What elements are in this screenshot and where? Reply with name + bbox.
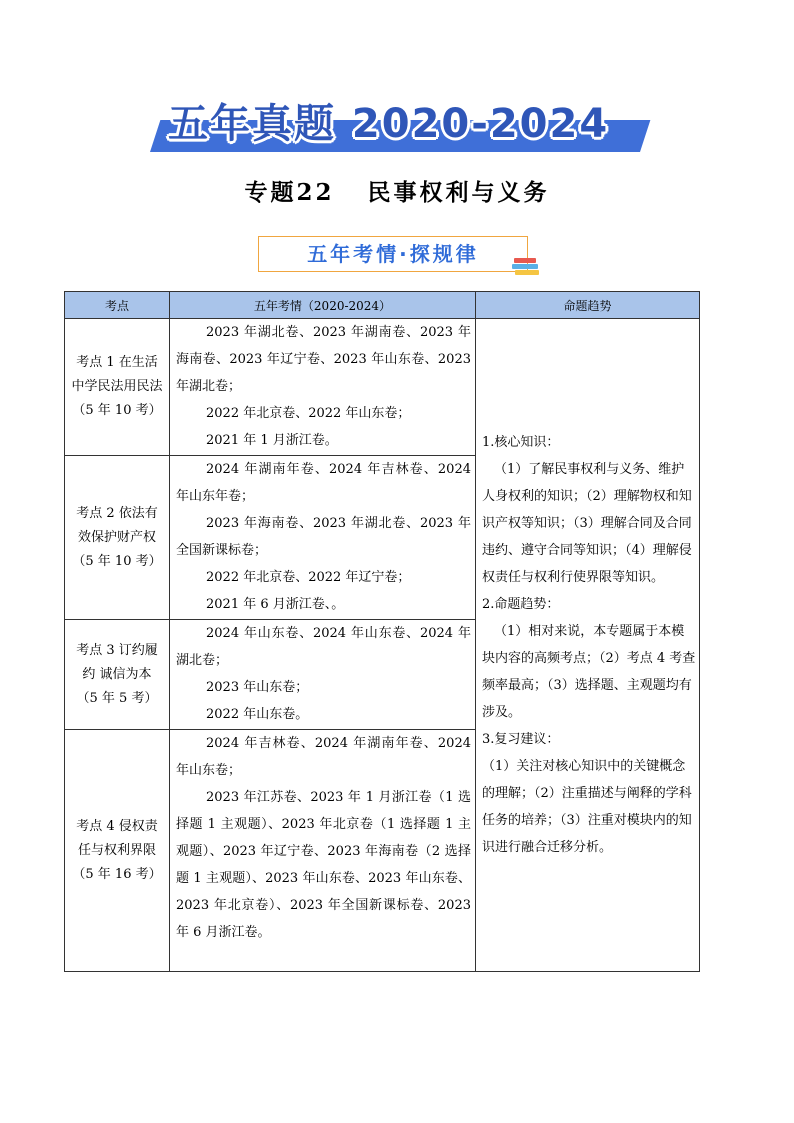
trend-heading: 1.核心知识： (482, 435, 560, 450)
title-banner (150, 98, 640, 154)
trend-heading: 3.复习建议： (482, 732, 560, 747)
trend-text: （1）相对来说，本专题属于本模块内容的高频考点；（2）考点 4 考查频率最高；（3）选择题、主观题均有涉及。 (482, 624, 696, 720)
years-line: 2023 年江苏卷、2023 年 1 月浙江卷（1 选择题 1 主观题）、2023 年北京卷（1 选择题 1 主观题）、2023 年辽宁卷、2023 年海南卷（2 选择题 1 主观题）、2023 年山东卷、2023 年山东卷、2023 年北京卷）、2023 年全国新课标卷、2023 年 6 月浙江卷。 (176, 790, 471, 940)
years-line: 2021 年 1 月浙江卷。 (206, 433, 338, 448)
years-line: 2023 年湖北卷、2023 年湖南卷、2023 年海南卷、2023 年辽宁卷、2023 年山东卷、2023 年湖北卷； (176, 325, 471, 394)
section-label-box (258, 236, 528, 272)
table-row (65, 319, 700, 456)
point-name: 考点 2 依法有效保护财产权 (76, 505, 158, 545)
years-line: 2021 年 6 月浙江卷、。 (206, 597, 345, 612)
point-count: （5 年 16 考） (72, 866, 162, 882)
years-line: 2022 年山东卷。 (206, 707, 309, 722)
trend-heading: 2.命题趋势： (482, 597, 560, 612)
years-line: 2023 年山东卷； (206, 680, 309, 695)
years-line: 2022 年北京卷、2022 年山东卷； (206, 406, 411, 421)
books-icon (510, 256, 542, 278)
point-count: （5 年 10 考） (72, 403, 162, 418)
header-point: 考点 (65, 292, 170, 319)
years-cell (170, 319, 476, 456)
point-name: 考点 4 侵权责任与权利界限 (76, 818, 158, 858)
point-cell (65, 620, 170, 730)
years-line: 2022 年北京卷、2022 年辽宁卷； (206, 570, 411, 585)
years-cell (170, 620, 476, 730)
point-name: 考点 1 在生活中学民法用民法 (71, 355, 163, 394)
header-years: 五年考情（2020-2024） (170, 292, 476, 319)
table-header-row (65, 292, 700, 319)
trend-cell (476, 319, 700, 972)
banner-title: 五年真题 2020-2024 (168, 101, 610, 147)
trend-text: （1）了解民事权利与义务、维护人身权利的知识；（2）理解物权和知识产权等知识；（3）理解合同及合同违约、遵守合同等知识；（4）理解侵权责任与权利行使界限等知识。 (482, 462, 692, 585)
point-cell (65, 730, 170, 972)
trend-text: （1）关注对核心知识中的关键概念的理解；（2）注重描述与阐释的学科任务的培养；（3）注重对模块内的知识进行融合迁移分析。 (482, 759, 692, 855)
point-count: （5 年 5 考） (76, 690, 158, 706)
point-cell (65, 319, 170, 456)
years-line: 2023 年海南卷、2023 年湖北卷、2023 年全国新课标卷； (176, 516, 471, 558)
years-line: 2024 年山东卷、2024 年山东卷、2024 年湖北卷； (176, 626, 471, 668)
point-count: （5 年 10 考） (72, 553, 162, 569)
point-cell (65, 456, 170, 620)
years-line: 2024 年湖南年卷、2024 年吉林卷、2024 年山东年卷； (176, 462, 471, 504)
years-cell (170, 456, 476, 620)
topic-title: 专题22 民事权利与义务 (244, 179, 550, 206)
years-cell (170, 730, 476, 972)
years-line: 2024 年吉林卷、2024 年湖南年卷、2024 年山东卷； (176, 736, 471, 778)
header-trend: 命题趋势 (476, 292, 700, 319)
point-name: 考点 3 订约履约 诚信为本 (76, 642, 158, 682)
section-label: 五年考情·探规律 (307, 242, 479, 266)
exam-table (64, 291, 700, 972)
